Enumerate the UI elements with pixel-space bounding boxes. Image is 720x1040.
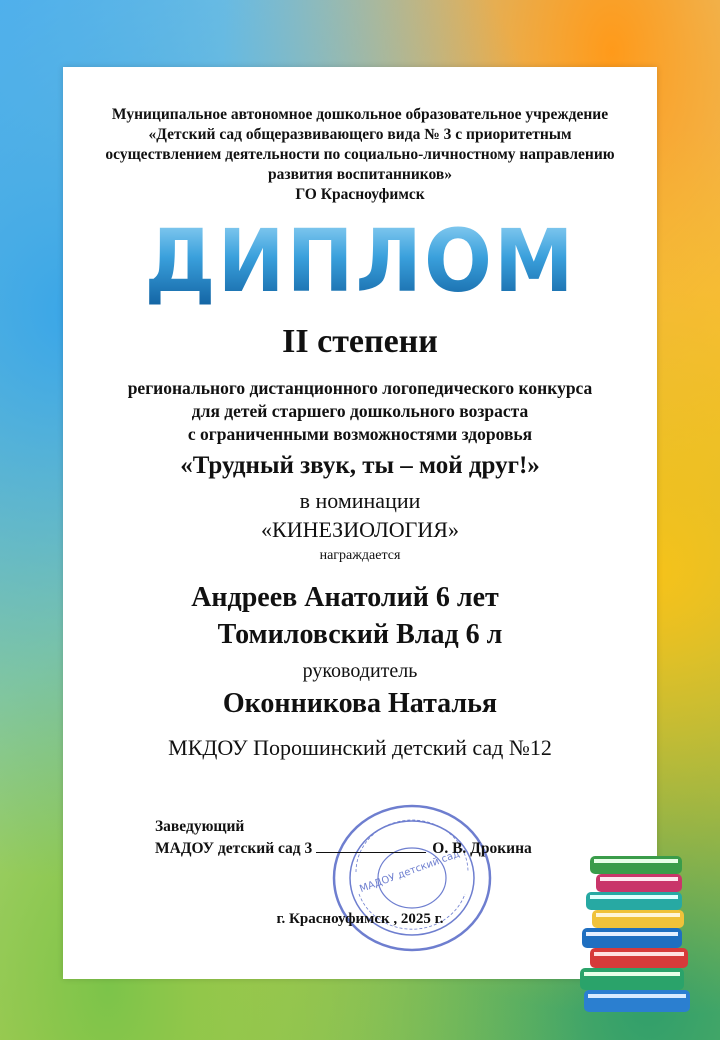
contest-name: «Трудный звук, ты – мой друг!» (180, 452, 540, 479)
signature-line (316, 838, 426, 853)
city-year: г. Красноуфимск , 2025 г. (276, 911, 444, 927)
diploma-title: ДИПЛОМ (63, 213, 657, 310)
signature-position: Заведующий (155, 818, 245, 835)
winner-name: Томиловский Влад 6 л (217, 619, 503, 650)
nomination-value: «КИНЕЗИОЛОГИЯ» (261, 517, 459, 542)
books-stack-icon (570, 840, 700, 1020)
winner-name: Андреев Анатолий 6 лет (191, 582, 499, 613)
contest-line: для детей старшего дошкольного возраста (191, 401, 529, 421)
organization-name: МКДОУ Порошинский детский сад №12 (168, 735, 552, 760)
header-line: Муниципальное автономное дошкольное образовательное учреждение (111, 106, 609, 123)
degree-label: II степени (282, 323, 438, 360)
leader-name: Оконникова Наталья (222, 688, 498, 719)
nomination-label: в номинации (299, 488, 421, 513)
contest-line: с ограниченными возможностями здоровья (187, 424, 533, 444)
leader-label: руководитель (302, 660, 418, 682)
signature-block (155, 816, 532, 860)
awarded-label: награждается (319, 548, 401, 563)
diploma-sheet (63, 67, 657, 979)
institution-header (63, 105, 657, 205)
signature-org: МАДОУ детский сад 3 (155, 840, 313, 857)
header-line: ГО Красноуфимск (295, 186, 425, 203)
header-line: развития воспитанников» (267, 166, 453, 183)
signature-line-row (155, 838, 532, 860)
contest-line: регионального дистанционного логопедического конкурса (127, 378, 593, 398)
header-line: осуществлением деятельности по социально-личностному направлению (105, 146, 615, 163)
stamp-text: МАДОУ детский сад (358, 848, 462, 896)
contest-description (63, 377, 657, 446)
signature-name: О. В. Дрокина (432, 840, 532, 857)
header-line: «Детский сад общеразвивающего вида № 3 с приоритетным (148, 126, 572, 143)
